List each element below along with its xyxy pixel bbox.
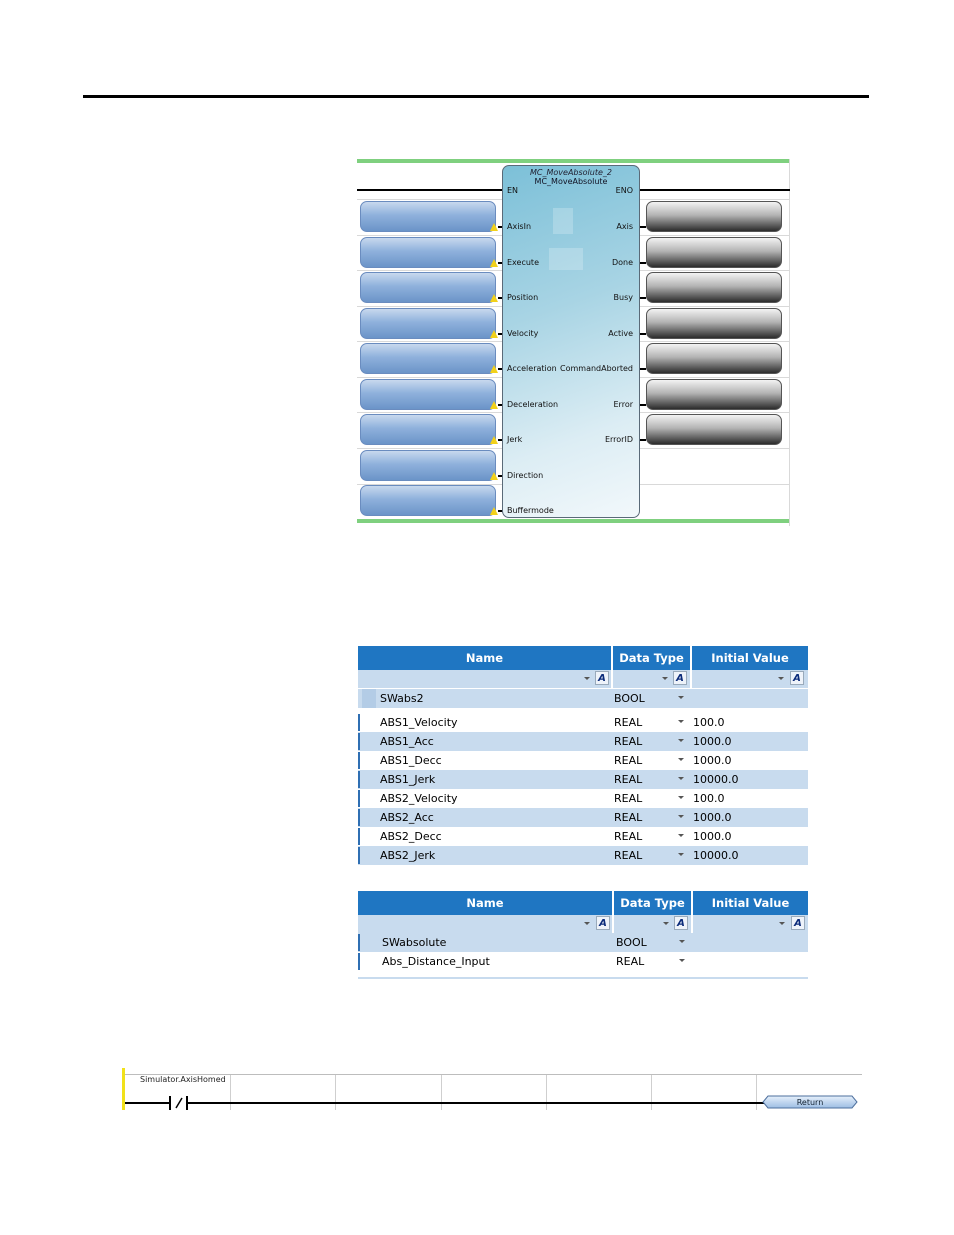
dropdown-arrow-icon[interactable]	[662, 677, 668, 680]
input-box-deceleration[interactable]	[360, 379, 496, 410]
filter-name[interactable]	[358, 670, 613, 688]
page-top-rule	[83, 95, 869, 98]
output-box-errorid[interactable]	[646, 414, 782, 445]
cell-name: ABS2_Velocity	[380, 792, 458, 805]
cell-name: ABS2_Jerk	[380, 849, 436, 862]
block-type-name: MC_MoveAbsolute	[534, 177, 608, 186]
cell-initial-value[interactable]: 1000.0	[693, 811, 732, 824]
output-box-commandaborted[interactable]	[646, 343, 782, 374]
output-box-active[interactable]	[646, 308, 782, 339]
input-box-direction[interactable]	[360, 450, 496, 481]
pin-en: EN	[507, 186, 519, 195]
dropdown-arrow-icon[interactable]	[678, 777, 684, 780]
table-row[interactable]	[358, 808, 808, 827]
cell-data-type[interactable]: REAL	[614, 811, 643, 824]
table-row[interactable]	[358, 827, 808, 846]
filter-initial-value[interactable]	[693, 915, 808, 933]
dropdown-arrow-icon[interactable]	[584, 922, 590, 925]
output-box-done[interactable]	[646, 237, 782, 268]
cell-initial-value[interactable]: 1000.0	[693, 735, 732, 748]
warning-icon	[490, 259, 498, 267]
cell-initial-value[interactable]: 100.0	[693, 792, 725, 805]
dropdown-arrow-icon[interactable]	[678, 720, 684, 723]
cell-name: ABS1_Decc	[380, 754, 442, 767]
pin-acceleration: Acceleration	[507, 364, 557, 373]
filter-name[interactable]	[358, 915, 614, 933]
cell-data-type[interactable]: REAL	[614, 849, 643, 862]
pin-done: Done	[611, 258, 633, 267]
output-box-axis[interactable]	[646, 201, 782, 232]
formula-filter-icon[interactable]: A	[595, 671, 609, 685]
dropdown-arrow-icon[interactable]	[678, 853, 684, 856]
pin-jerk: Jerk	[507, 435, 523, 444]
header-initial-value[interactable]: Initial Value	[692, 646, 808, 670]
dropdown-arrow-icon[interactable]	[679, 940, 685, 943]
dropdown-arrow-icon[interactable]	[678, 815, 684, 818]
input-box-velocity[interactable]	[360, 308, 496, 339]
warning-icon	[490, 223, 498, 231]
filter-initial-value[interactable]	[692, 670, 808, 688]
cell-name: ABS1_Jerk	[380, 773, 436, 786]
output-box-busy[interactable]	[646, 272, 782, 303]
input-box-position[interactable]	[360, 272, 496, 303]
warning-icon	[490, 294, 498, 302]
pin-position: Position	[507, 293, 539, 302]
formula-filter-icon[interactable]: A	[673, 671, 687, 685]
input-box-execute[interactable]	[360, 237, 496, 268]
table-header	[358, 646, 808, 670]
cell-initial-value[interactable]: 1000.0	[693, 754, 732, 767]
dropdown-arrow-icon[interactable]	[678, 758, 684, 761]
pin-execute: Execute	[507, 258, 539, 267]
filter-data-type[interactable]	[613, 670, 692, 688]
cell-data-type[interactable]: REAL	[614, 792, 643, 805]
table-row[interactable]	[358, 933, 808, 952]
dropdown-arrow-icon[interactable]	[678, 739, 684, 742]
table-row[interactable]	[358, 713, 808, 732]
cell-name: Abs_Distance_Input	[382, 955, 490, 968]
cell-data-type[interactable]: REAL	[614, 773, 643, 786]
table-row[interactable]	[358, 732, 808, 751]
block-instance-name: MC_MoveAbsolute_2	[530, 168, 612, 177]
warning-icon	[490, 365, 498, 373]
input-box-axisin[interactable]	[360, 201, 496, 232]
eno-rail	[640, 189, 790, 191]
cell-data-type[interactable]: REAL	[614, 754, 643, 767]
pin-velocity: Velocity	[507, 329, 539, 338]
warning-icon	[490, 330, 498, 338]
cell-name: ABS2_Acc	[380, 811, 434, 824]
cell-name: ABS1_Velocity	[380, 716, 458, 729]
header-name[interactable]: Name	[358, 891, 614, 915]
dropdown-arrow-icon[interactable]	[663, 922, 669, 925]
formula-filter-icon[interactable]: A	[674, 916, 688, 930]
dropdown-arrow-icon[interactable]	[678, 834, 684, 837]
pin-error: Error	[613, 400, 633, 409]
warning-icon	[490, 401, 498, 409]
pin-axisin: AxisIn	[507, 222, 532, 231]
output-box-error[interactable]	[646, 379, 782, 410]
cell-name: ABS1_Acc	[380, 735, 434, 748]
table-row[interactable]	[358, 789, 808, 808]
formula-filter-icon[interactable]: A	[791, 916, 805, 930]
cell-name: SWabsolute	[382, 936, 447, 949]
table-row[interactable]	[358, 689, 808, 708]
input-box-jerk[interactable]	[360, 414, 496, 445]
header-name[interactable]: Name	[358, 646, 613, 670]
cell-data-type[interactable]: BOOL	[614, 692, 645, 705]
dropdown-arrow-icon[interactable]	[779, 922, 785, 925]
table-row[interactable]	[358, 846, 808, 865]
ladder-rung	[122, 1068, 862, 1113]
variables-table-2	[358, 891, 808, 979]
header-initial-value[interactable]: Initial Value	[693, 891, 808, 915]
cell-data-type[interactable]: BOOL	[616, 936, 647, 949]
dropdown-arrow-icon[interactable]	[778, 677, 784, 680]
pin-errorid: ErrorID	[604, 435, 633, 444]
return-instruction-label[interactable]: Return	[796, 1098, 824, 1107]
mc-moveabsolute-block[interactable]	[502, 165, 640, 518]
filter-row	[358, 915, 808, 933]
cell-data-type[interactable]: REAL	[614, 716, 643, 729]
rung-bottom-border	[357, 519, 790, 523]
formula-filter-icon[interactable]: A	[596, 916, 610, 930]
pin-active: Active	[608, 329, 633, 338]
en-rail	[357, 189, 503, 191]
filter-data-type[interactable]	[614, 915, 693, 933]
pin-busy: Busy	[613, 293, 633, 302]
input-box-acceleration[interactable]	[360, 343, 496, 374]
table-row[interactable]	[358, 952, 808, 971]
cell-name: ABS2_Decc	[380, 830, 442, 843]
input-box-buffermode[interactable]	[360, 485, 496, 516]
pin-eno: ENO	[615, 186, 633, 195]
warning-icon	[490, 507, 498, 515]
header-data-type[interactable]: Data Type	[614, 891, 693, 915]
cell-initial-value[interactable]: 10000.0	[693, 849, 739, 862]
cell-name: SWabs2	[380, 692, 424, 705]
table-row[interactable]	[358, 770, 808, 789]
normally-closed-contact-icon[interactable]	[168, 1095, 190, 1111]
pin-buffermode: Buffermode	[507, 506, 554, 515]
cell-data-type[interactable]: REAL	[614, 830, 643, 843]
warning-icon	[490, 436, 498, 444]
function-block-diagram	[357, 159, 790, 526]
rung-top-border	[357, 159, 790, 163]
cell-initial-value[interactable]: 10000.0	[693, 773, 739, 786]
table-row[interactable]	[358, 751, 808, 770]
cell-initial-value[interactable]: 1000.0	[693, 830, 732, 843]
dropdown-arrow-icon[interactable]	[679, 959, 685, 962]
cell-data-type[interactable]: REAL	[616, 955, 645, 968]
contact-tag-label: Simulator.AxisHomed	[140, 1075, 226, 1084]
pin-direction: Direction	[507, 471, 544, 480]
dropdown-arrow-icon[interactable]	[584, 677, 590, 680]
cell-data-type[interactable]: REAL	[614, 735, 643, 748]
pin-commandaborted: CommandAborted	[560, 364, 633, 373]
cell-initial-value[interactable]: 100.0	[693, 716, 725, 729]
formula-filter-icon[interactable]: A	[790, 671, 804, 685]
header-data-type[interactable]: Data Type	[613, 646, 692, 670]
pin-deceleration: Deceleration	[507, 400, 559, 409]
pin-axis: Axis	[616, 222, 633, 231]
dropdown-arrow-icon[interactable]	[678, 796, 684, 799]
filter-row	[358, 670, 808, 688]
dropdown-arrow-icon[interactable]	[678, 696, 684, 699]
table-header	[358, 891, 808, 915]
warning-icon	[490, 472, 498, 480]
variables-table-1	[358, 646, 808, 865]
